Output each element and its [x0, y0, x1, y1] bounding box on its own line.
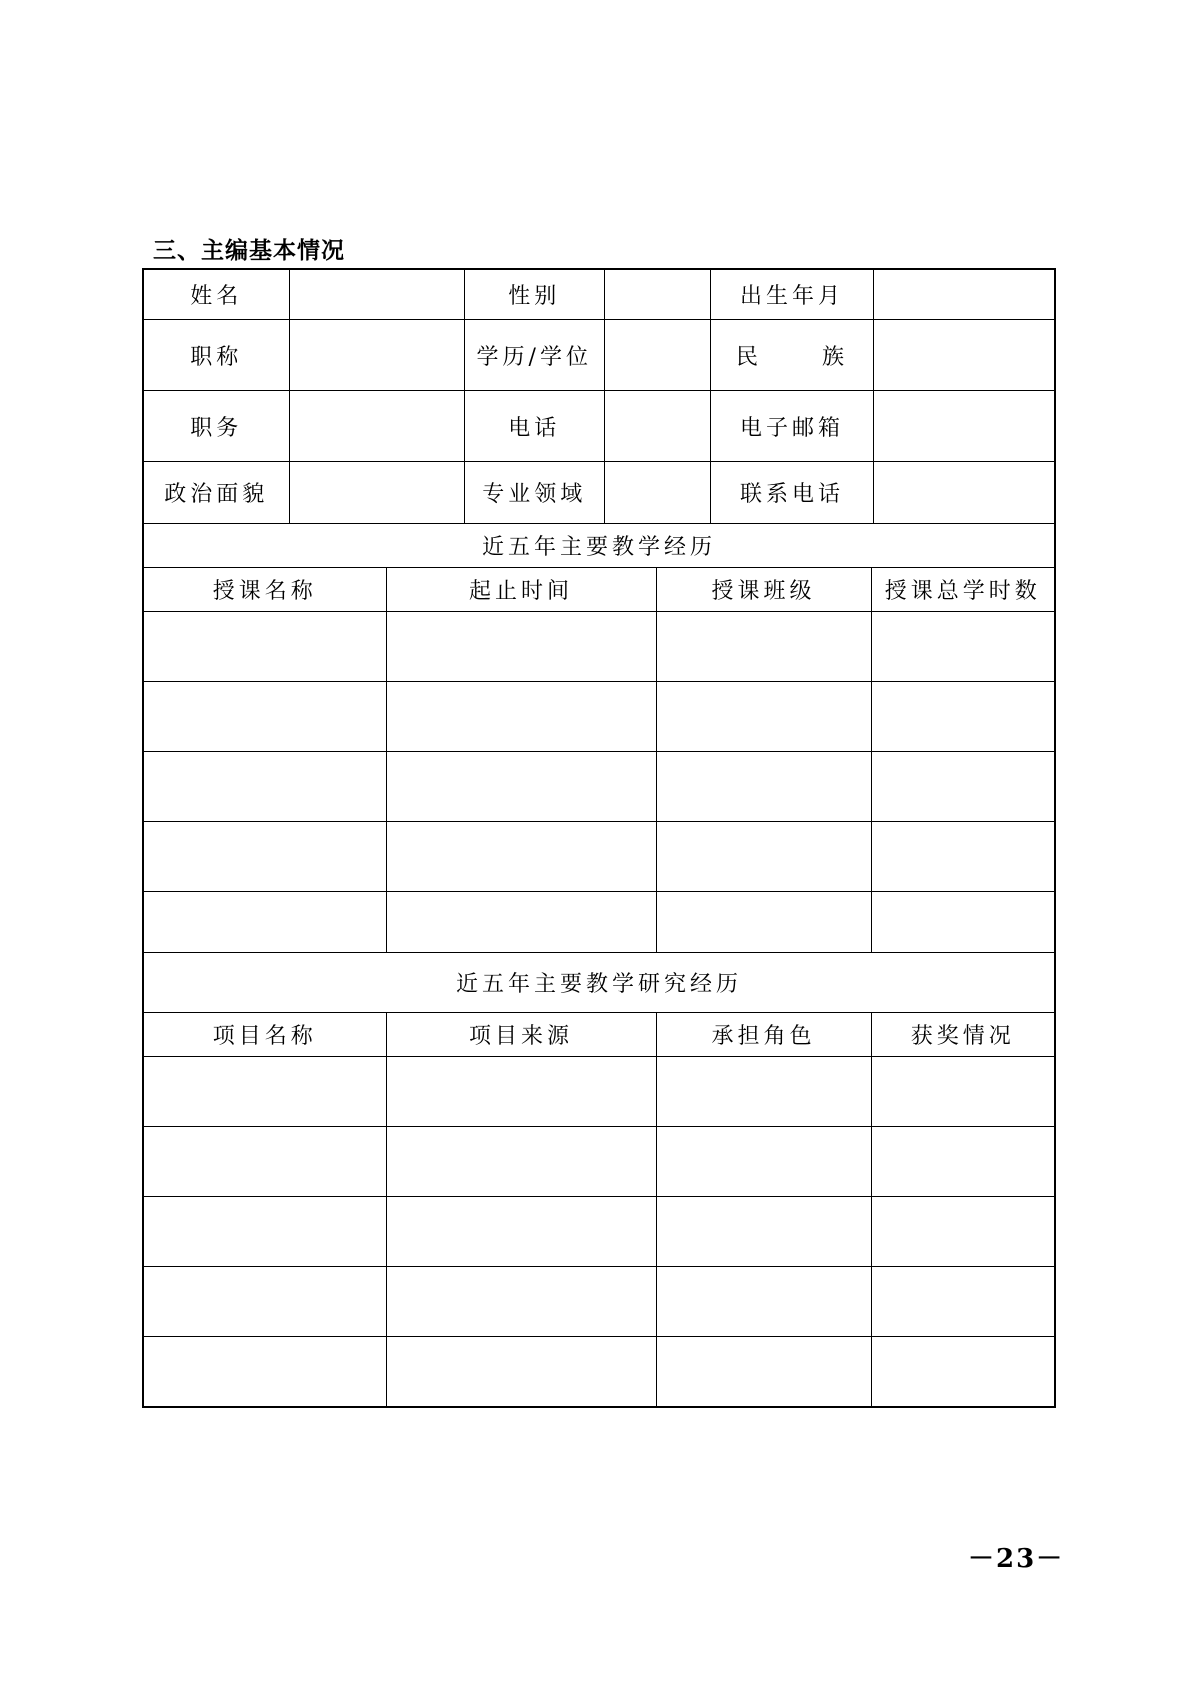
basic-info-row-4 — [143, 462, 1055, 524]
teaching-class-cell[interactable] — [656, 682, 871, 752]
position-field[interactable] — [289, 391, 464, 462]
political-status-field[interactable] — [289, 462, 464, 524]
gender-label: 性别 — [465, 270, 605, 319]
editor-info-form — [142, 268, 1056, 1408]
research-project-name-cell[interactable] — [143, 1267, 386, 1337]
research-source-cell[interactable] — [386, 1337, 656, 1407]
teaching-period-cell[interactable] — [386, 892, 656, 953]
research-header-role: 承担角色 — [656, 1013, 871, 1057]
political-status-label: 政治面貌 — [143, 462, 289, 524]
teaching-hours-cell[interactable] — [871, 822, 1055, 892]
phone-field[interactable] — [605, 391, 711, 461]
research-role-cell[interactable] — [656, 1337, 871, 1407]
section-title: 三、主编基本情况 — [153, 238, 345, 264]
research-awards-cell[interactable] — [871, 1267, 1055, 1337]
research-header-row — [143, 1013, 1055, 1057]
teaching-course-name-cell[interactable] — [143, 822, 386, 892]
table-row — [143, 1267, 1055, 1337]
education-label: 学历/学位 — [465, 320, 605, 390]
ethnicity-field[interactable] — [874, 320, 1054, 390]
teaching-header-total-hours: 授课总学时数 — [871, 568, 1055, 612]
teaching-course-name-cell[interactable] — [143, 612, 386, 682]
gender-field[interactable] — [605, 270, 711, 319]
specialty-label: 专业领域 — [465, 462, 605, 523]
research-awards-cell[interactable] — [871, 1337, 1055, 1407]
page-number: －23－ — [968, 1544, 1065, 1574]
research-source-cell[interactable] — [386, 1197, 656, 1267]
teaching-header-period: 起止时间 — [386, 568, 656, 612]
research-awards-cell[interactable] — [871, 1127, 1055, 1197]
teaching-class-cell[interactable] — [656, 752, 871, 822]
teaching-title-row — [143, 524, 1055, 568]
research-project-name-cell[interactable] — [143, 1197, 386, 1267]
teaching-course-name-cell[interactable] — [143, 892, 386, 953]
basic-info-row-2 — [143, 320, 1055, 391]
title-label: 职称 — [143, 320, 289, 391]
research-project-name-cell[interactable] — [143, 1337, 386, 1407]
teaching-header-class: 授课班级 — [656, 568, 871, 612]
table-row — [143, 1057, 1055, 1127]
teaching-class-cell[interactable] — [656, 822, 871, 892]
teaching-hours-cell[interactable] — [871, 682, 1055, 752]
teaching-header-course-name: 授课名称 — [143, 568, 386, 612]
birth-date-label: 出生年月 — [711, 270, 874, 319]
teaching-hours-cell[interactable] — [871, 612, 1055, 682]
teaching-rows — [143, 612, 1055, 953]
teaching-course-name-cell[interactable] — [143, 682, 386, 752]
teaching-hours-cell[interactable] — [871, 752, 1055, 822]
teaching-class-cell[interactable] — [656, 892, 871, 953]
research-header-project-source: 项目来源 — [386, 1013, 656, 1057]
table-row — [143, 752, 1055, 822]
table-row — [143, 682, 1055, 752]
research-source-cell[interactable] — [386, 1267, 656, 1337]
research-source-cell[interactable] — [386, 1057, 656, 1127]
table-row — [143, 1337, 1055, 1407]
teaching-section-title: 近五年主要教学经历 — [143, 524, 1055, 568]
education-field[interactable] — [605, 320, 711, 390]
contact-phone-field[interactable] — [874, 462, 1054, 523]
research-project-name-cell[interactable] — [143, 1057, 386, 1127]
basic-info-row-1 — [143, 269, 1055, 320]
teaching-period-cell[interactable] — [386, 822, 656, 892]
research-role-cell[interactable] — [656, 1057, 871, 1127]
teaching-period-cell[interactable] — [386, 752, 656, 822]
teaching-course-name-cell[interactable] — [143, 752, 386, 822]
phone-label: 电话 — [465, 391, 605, 461]
specialty-field[interactable] — [605, 462, 711, 523]
research-awards-cell[interactable] — [871, 1057, 1055, 1127]
email-field[interactable] — [874, 391, 1054, 461]
research-section-title: 近五年主要教学研究经历 — [143, 953, 1055, 1013]
research-header-project-name: 项目名称 — [143, 1013, 386, 1057]
email-label: 电子邮箱 — [711, 391, 874, 461]
research-project-name-cell[interactable] — [143, 1127, 386, 1197]
basic-info-row-3 — [143, 391, 1055, 462]
research-source-cell[interactable] — [386, 1127, 656, 1197]
research-awards-cell[interactable] — [871, 1197, 1055, 1267]
teaching-period-cell[interactable] — [386, 682, 656, 752]
research-title-row — [143, 953, 1055, 1013]
research-role-cell[interactable] — [656, 1267, 871, 1337]
position-label: 职务 — [143, 391, 289, 462]
name-field[interactable] — [289, 269, 464, 320]
table-row — [143, 1127, 1055, 1197]
table-row — [143, 612, 1055, 682]
contact-phone-label: 联系电话 — [711, 462, 874, 523]
research-header-awards: 获奖情况 — [871, 1013, 1055, 1057]
name-label: 姓名 — [143, 269, 289, 320]
teaching-header-row — [143, 568, 1055, 612]
teaching-class-cell[interactable] — [656, 612, 871, 682]
table-row — [143, 1197, 1055, 1267]
table-row — [143, 892, 1055, 953]
teaching-period-cell[interactable] — [386, 612, 656, 682]
title-field[interactable] — [289, 320, 464, 391]
research-role-cell[interactable] — [656, 1127, 871, 1197]
table-row — [143, 822, 1055, 892]
birth-date-field[interactable] — [874, 270, 1054, 319]
research-rows — [143, 1057, 1055, 1407]
research-role-cell[interactable] — [656, 1197, 871, 1267]
teaching-hours-cell[interactable] — [871, 892, 1055, 953]
ethnicity-label: 民 族 — [711, 320, 874, 390]
